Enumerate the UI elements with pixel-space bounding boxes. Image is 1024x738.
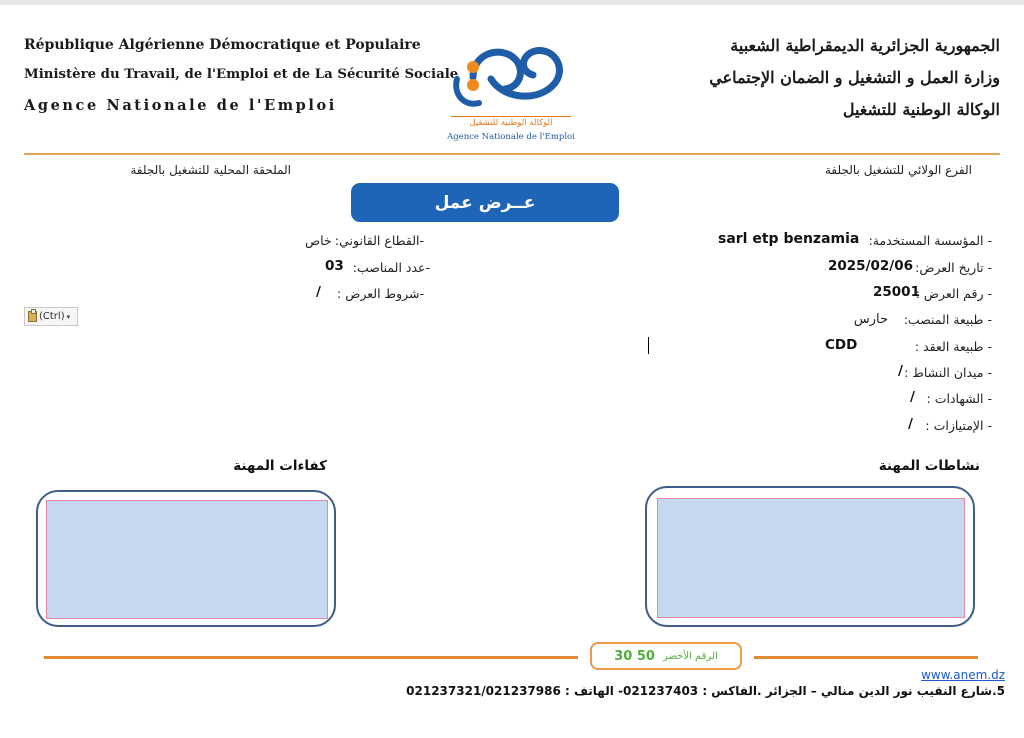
clipboard-icon: [28, 311, 37, 322]
field-activity-value: /: [898, 363, 903, 379]
offer-title: عــرض عمل: [351, 183, 619, 222]
text-cursor: [648, 337, 649, 354]
field-employer-value: sarl etp benzamia: [718, 231, 860, 247]
window-top-strip: [0, 0, 1024, 5]
logo-divider: [451, 116, 571, 117]
field-positions-count-label: -عدد المناصب:: [352, 260, 430, 275]
field-contract-value: CDD: [825, 337, 858, 353]
field-conditions-value: /: [316, 284, 321, 300]
footer-line-right: [754, 656, 978, 659]
activities-frame[interactable]: [645, 486, 975, 627]
competencies-frame[interactable]: [36, 490, 336, 627]
field-offer-number-value: 25001: [873, 284, 920, 300]
field-employer-label: - المؤسسة المستخدمة:: [868, 233, 992, 248]
green-number-label: الرقم الأخضر: [662, 650, 718, 662]
header-fr-line2: Ministère du Travail, de l'Emploi et de La Sécurité Sociale: [24, 67, 459, 82]
paste-options-button[interactable]: [24, 307, 78, 326]
header-fr-line3: Agence Nationale de l'Emploi: [24, 97, 337, 114]
header-fr-line1: République Algérienne Démocratique et Populaire: [24, 37, 421, 53]
section-competencies-heading: كفاءات المهنة: [233, 458, 327, 474]
field-positions-count-value: 03: [325, 258, 344, 274]
paste-options-label: (Ctrl): [39, 311, 65, 322]
field-position-value: حارس: [853, 312, 888, 327]
anem-logo-icon: [443, 37, 579, 117]
field-date-value: 2025/02/06: [828, 258, 914, 274]
logo-caption-fr: Agence Nationale de l'Emploi: [447, 132, 575, 142]
chevron-down-icon: ▾: [66, 312, 71, 321]
field-conditions-label: -شروط العرض :: [337, 286, 424, 301]
branch-wilaya: الفرع الولائي للتشغيل بالجلفة: [825, 163, 972, 177]
green-number-box: [590, 642, 742, 670]
footer-line-left: [44, 656, 578, 659]
anem-logo: [443, 37, 579, 149]
activities-text-area[interactable]: [657, 498, 965, 618]
field-activity-label: - ميدان النشاط :: [904, 365, 992, 380]
field-legal-sector-value: خاص: [305, 233, 332, 248]
field-legal-sector-label: -القطاع القانوني:: [334, 233, 424, 248]
field-contract-label: - طبيعة العقد :: [914, 339, 992, 354]
section-activities-heading: نشاطات المهنة: [878, 458, 980, 474]
header-divider: [24, 153, 1000, 155]
field-position-label: - طبيعة المنصب:: [903, 312, 992, 327]
website-link[interactable]: www.anem.dz: [921, 668, 1005, 682]
header-ar-line1: الجمهورية الجزائرية الديمقراطية الشعبية: [730, 36, 1000, 55]
green-number: 30 50: [614, 648, 655, 664]
logo-caption-ar: الوكالة الوطنية للتشغيل: [469, 118, 553, 128]
competencies-text-area[interactable]: [46, 500, 328, 619]
field-benefits-value: /: [908, 416, 913, 432]
field-benefits-label: - الإمتيازات :: [925, 418, 992, 433]
field-date-label: - تاريخ العرض:: [915, 260, 992, 275]
field-diplomas-value: /: [910, 389, 915, 405]
field-offer-number-label: - رقم العرض :: [915, 286, 992, 301]
header-ar-line3: الوكالة الوطنية للتشغيل: [842, 100, 1000, 119]
field-diplomas-label: - الشهادات :: [926, 391, 992, 406]
footer-address: 5.شارع النقيب نور الدين منالي – الجزائر .الفاكس : 021237403- الهاتف : 021237321/021237986: [406, 684, 1005, 698]
header-ar-line2: وزارة العمل و التشغيل و الضمان الإجتماعي: [709, 68, 1000, 87]
branch-local: الملحقة المحلية للتشغيل بالجلفة: [130, 163, 291, 177]
